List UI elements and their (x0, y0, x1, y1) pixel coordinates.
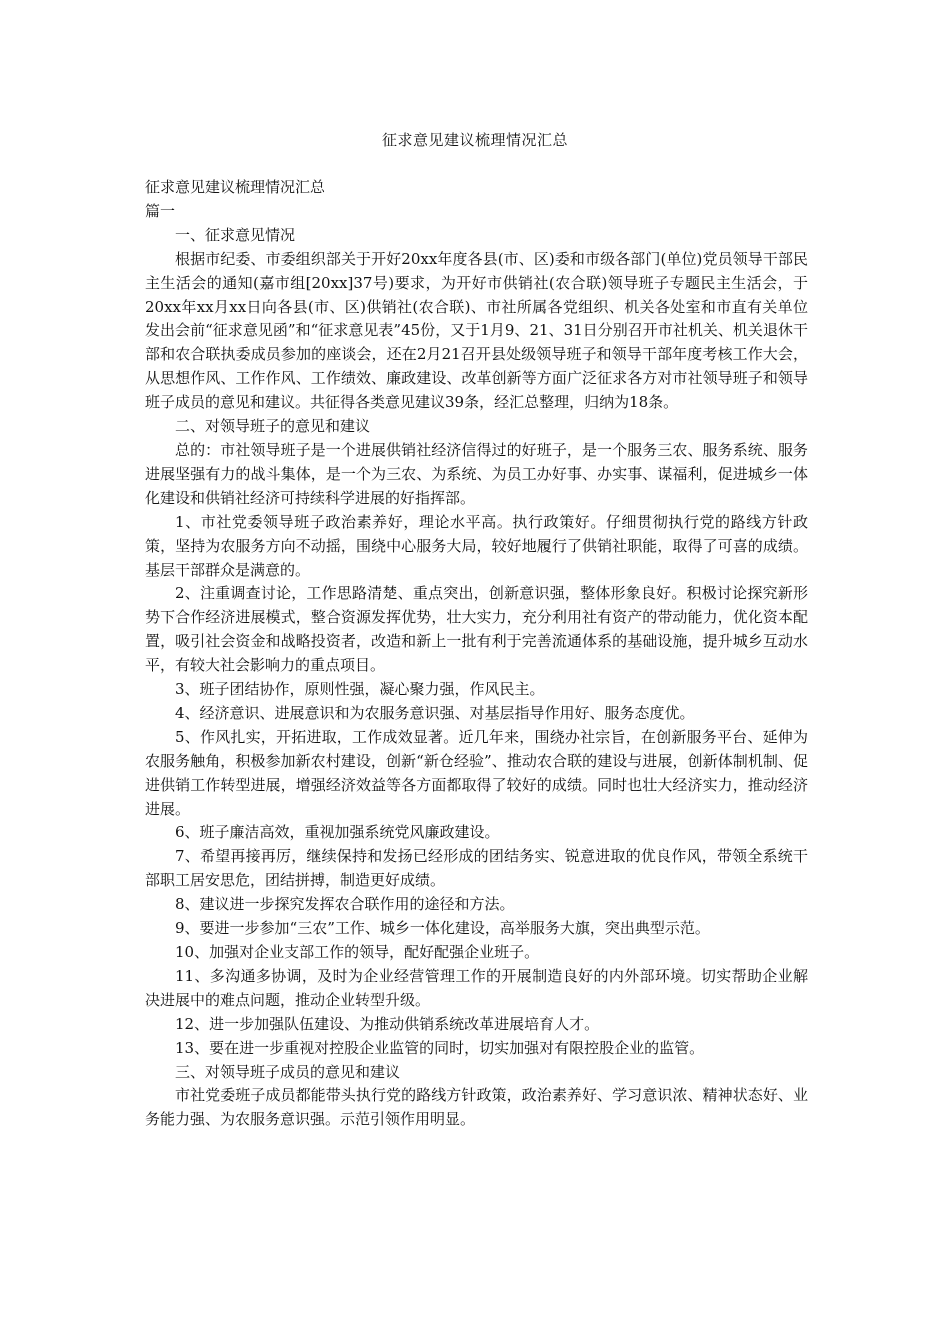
list-item-1: 1、市社党委领导班子政治素养好，理论水平高。执行政策好。仔细贯彻执行党的路线方针政策，坚持为农服务方向不动摇，围绕中心服务大局，较好地履行了供销社职能，取得了可喜的成绩。基层干部群众是满意的。 (145, 512, 808, 579)
section-heading-1: 一、征求意见情况 (175, 225, 296, 244)
list-item-2: 2、注重调查讨论，工作思路清楚、重点突出，创新意识强，整体形象良好。积极讨论探究新形势下合作经济进展模式，整合资源发挥优势，壮大实力，充分利用社有资产的带动能力，优化资本配置，吸引社会资金和战略投资者，改造和新上一批有利于完善流通体系的基础设施，提升城乡互动水平，有较大社会影响力的重点项目。 (145, 584, 808, 675)
section-heading-2: 二、对领导班子的意见和建议 (175, 417, 371, 436)
list-item-11: 11、多沟通多协调，及时为企业经营管理工作的开展制造良好的内外部环境。切实帮助企业解决进展中的难点问题，推动企业转型升级。 (145, 966, 808, 1009)
list-item-13: 13、要在进一步重视对控股企业监管的同时，切实加强对有限控股企业的监管。 (175, 1038, 705, 1057)
paragraph-members: 市社党委班子成员都能带头执行党的路线方针政策，政治素养好、学习意识浓、精神状态好、业务能力强、为农服务意识强。示范引领作用明显。 (145, 1086, 808, 1129)
chapter-label: 篇一 (145, 201, 176, 220)
paragraph-intro: 根据市纪委、市委组织部关于开好20xx年度各县(市、区)委和市级各部门(单位)党员领导干部民主生活会的通知(嘉市组[20xx]37号)要求，为开好市供销社(农合联)领导班子专题民主生活会，于20xx年xx月xx日向各县(市、区)供销社(农合联)、市社所属各党组织、机关各处室和市直有关单位发出会前“征求意见函”和“征求意见表”45份，又于1月9、21、31日分别召开市社机关、机关退休干部和农合联执委成员参加的座谈会，还在2月21召开县处级领导班子和领导干部年度考核工作大会，从思想作风、工作作风、工作绩效、廉政建设、改革创新等方面广泛征求各方对市社领导班子和领导班子成员的意见和建议。共征得各类意见建议39条，经汇总整理，归纳为18条。 (145, 249, 808, 412)
list-item-4: 4、经济意识、进展意识和为农服务意识强、对基层指导作用好、服务态度优。 (175, 703, 695, 722)
list-item-12: 12、进一步加强队伍建设、为推动供销系统改革进展培育人才。 (175, 1014, 600, 1033)
document-body (145, 176, 808, 1132)
list-item-5: 5、作风扎实，开拓进取，工作成效显著。近几年来，围绕办社宗旨，在创新服务平台、延伸为农服务触角，积极参加新农村建设，创新“新仓经验”、推动农合联的建设与进展，创新体制机制、促进供销工作转型进展，增强经济效益等各方面都取得了较好的成绩。同时也壮大经济实力，推动经济进展。 (145, 727, 808, 818)
list-item-6: 6、班子廉洁高效，重视加强系统党风廉政建设。 (175, 823, 500, 842)
document-subtitle: 征求意见建议梳理情况汇总 (145, 178, 326, 196)
section-heading-3: 三、对领导班子成员的意见和建议 (175, 1062, 401, 1081)
list-item-7: 7、希望再接再厉，继续保持和发扬已经形成的团结务实、锐意进取的优良作风，带领全系统干部职工居安思危，团结拼搏，制造更好成绩。 (145, 847, 808, 890)
list-item-10: 10、加强对企业支部工作的领导，配好配强企业班子。 (175, 943, 540, 961)
paragraph-summary: 总的：市社领导班子是一个进展供销社经济信得过的好班子，是一个服务三农、服务系统、服务进展坚强有力的战斗集体，是一个为三农、为系统、为员工办好事、办实事、谋福利，促进城乡一体化建设和供销社经济可持续科学进展的好指挥部。 (145, 440, 808, 507)
list-item-3: 3、班子团结协作，原则性强，凝心聚力强，作风民主。 (175, 680, 545, 699)
list-item-8: 8、建议进一步探究发挥农合联作用的途径和方法。 (175, 895, 515, 914)
list-item-9: 9、要进一步参加“三农”工作、城乡一体化建设，高举服务大旗，突出典型示范。 (175, 919, 710, 938)
document-title: 征求意见建议梳理情况汇总 (381, 131, 568, 149)
